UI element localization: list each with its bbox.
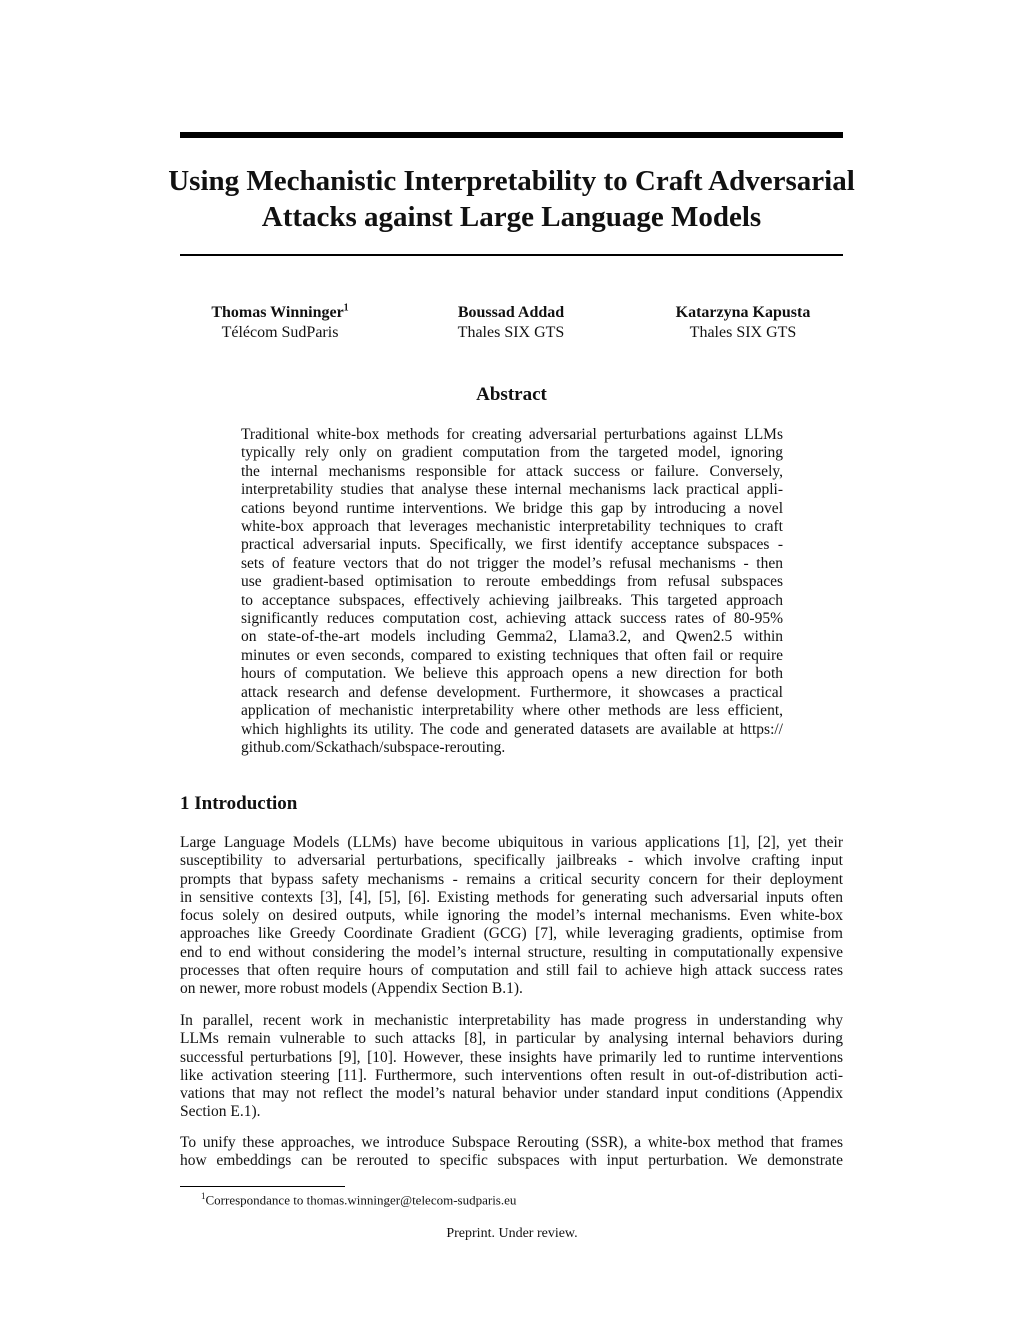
paragraph-line: prompts that bypass safety mechanisms - remains a critical security concern for their deployment — [180, 870, 843, 888]
abstract-line: the internal mechanisms responsible for attack success or failure. Conversely, — [241, 462, 783, 480]
abstract-body — [241, 426, 783, 757]
abstract-line: which highlights its utility. The code and generated datasets are available at https:// — [241, 720, 783, 738]
abstract-line: cations beyond runtime interventions. We bridge this gap by introducing a novel — [241, 499, 783, 517]
abstract-line: practical adversarial inputs. Specifically, we first identify acceptance subspaces - — [241, 536, 783, 554]
abstract-line: interpretability studies that analyse these internal mechanisms lack practical appli- — [241, 481, 783, 499]
abstract-line: on state-of-the-art models including Gemma2, Llama3.2, and Qwen2.5 within — [241, 628, 783, 646]
paragraph-line: susceptibility to adversarial perturbations, specifically jailbreaks - which involve crafting input — [180, 852, 843, 870]
author-1-name: Thomas Winninger — [211, 304, 344, 321]
author-2-affiliation: Thales SIX GTS — [457, 324, 565, 341]
footnote-mark: 1 — [201, 1191, 206, 1201]
abstract-line: typically rely only on gradient computation from the targeted model, ignoring — [241, 444, 783, 462]
page-footer: Preprint. Under review. — [446, 1226, 578, 1241]
intro-paragraph-3 — [180, 1134, 843, 1171]
author-2-name: Boussad Addad — [457, 304, 565, 321]
intro-paragraph-1 — [180, 834, 843, 999]
title-top-rule — [180, 132, 843, 138]
author-1-footnote-mark: 1 — [343, 302, 349, 314]
paragraph-line: approaches like Greedy Coordinate Gradient (GCG) [7], while leveraging gradients, optimise from — [180, 925, 843, 943]
author-3-affiliation: Thales SIX GTS — [689, 324, 797, 341]
paragraph-line: To unify these approaches, we introduce Subspace Rerouting (SSR), a white-box method that frames — [180, 1134, 843, 1151]
footnote-rule — [180, 1186, 345, 1187]
abstract-line: attack research and defense development. Furthermore, it showcases a practical — [241, 683, 783, 701]
paragraph-line: end to end without considering the model’s internal structure, resulting in computationally expensive — [180, 943, 843, 961]
abstract-line: sets of feature vectors that do not trigger the model’s refusal mechanisms - then — [241, 554, 783, 572]
author-3-name: Katarzyna Kapusta — [675, 304, 811, 321]
intro-paragraph-2 — [180, 1012, 843, 1122]
paragraph-line: Section E.1). — [180, 1103, 261, 1121]
abstract-heading: Abstract — [476, 384, 547, 405]
author-1 — [180, 303, 380, 343]
abstract-line: to acceptance subspaces, effectively achieving jailbreaks. This targeted approach — [241, 591, 783, 609]
author-block — [180, 303, 843, 347]
author-2 — [411, 303, 611, 343]
paragraph-line: successful perturbations [9], [10]. However, these insights have primarily led to runtime interventions — [180, 1048, 843, 1066]
paragraph-line: vations that may not reflect the model’s natural behavior under standard input conditions (Appendix — [180, 1085, 843, 1103]
paper-title — [160, 163, 863, 235]
footnote — [201, 1191, 516, 1208]
abstract-line: minutes or even seconds, compared to existing techniques that often fail or require — [241, 646, 783, 664]
paragraph-line: LLMs remain vulnerable to such attacks [8], in particular by analysing internal behaviors during — [180, 1030, 843, 1048]
title-line-2: Attacks against Large Language Models — [261, 201, 762, 233]
abstract-line: significantly reduces computation cost, achieving attack success rates of 80-95% — [241, 610, 783, 628]
author-1-affiliation: Télécom SudParis — [221, 324, 339, 341]
paragraph-line: Large Language Models (LLMs) have become ubiquitous in various applications [1], [2], yet their — [180, 834, 843, 851]
abstract-line: Traditional white-box methods for creating adversarial perturbations against LLMs — [241, 426, 783, 443]
paragraph-line: on newer, more robust models (Appendix Section B.1). — [180, 980, 523, 998]
paragraph-line: focus solely on desired outputs, while ignoring the model’s internal mechanisms. Even white-box — [180, 907, 843, 925]
author-3 — [643, 303, 843, 343]
paragraph-line: In parallel, recent work in mechanistic interpretability has made progress in understanding why — [180, 1012, 843, 1029]
abstract-line: github.com/Sckathach/subspace-rerouting. — [241, 738, 506, 756]
section-heading-introduction: 1 Introduction — [180, 793, 298, 814]
abstract-line: use gradient-based optimisation to reroute embeddings from refusal subspaces — [241, 573, 783, 591]
footnote-text: Correspondance to thomas.winninger@telecom-sudparis.eu — [205, 1192, 517, 1208]
paragraph-line: how embeddings can be rerouted to specific subspaces with input perturbation. We demonstrate — [180, 1152, 843, 1170]
paragraph-line: processes that often require hours of computation and still fail to achieve high attack success rates — [180, 962, 843, 980]
abstract-line: application of mechanistic interpretability where other methods are less efficient, — [241, 702, 783, 720]
title-bottom-rule — [180, 254, 843, 256]
paragraph-line: in sensitive contexts [3], [4], [5], [6]. Existing methods for generating such adversarial inputs often — [180, 888, 843, 906]
title-line-1: Using Mechanistic Interpretability to Craft Adversarial — [168, 165, 855, 197]
paragraph-line: like activation steering [11]. Furthermore, such interventions often result in out-of-distribution acti- — [180, 1066, 843, 1084]
abstract-line: white-box approach that leverages mechanistic interpretability techniques to craft — [241, 518, 783, 536]
abstract-line: hours of computation. We believe this approach opens a new direction for both — [241, 665, 783, 683]
